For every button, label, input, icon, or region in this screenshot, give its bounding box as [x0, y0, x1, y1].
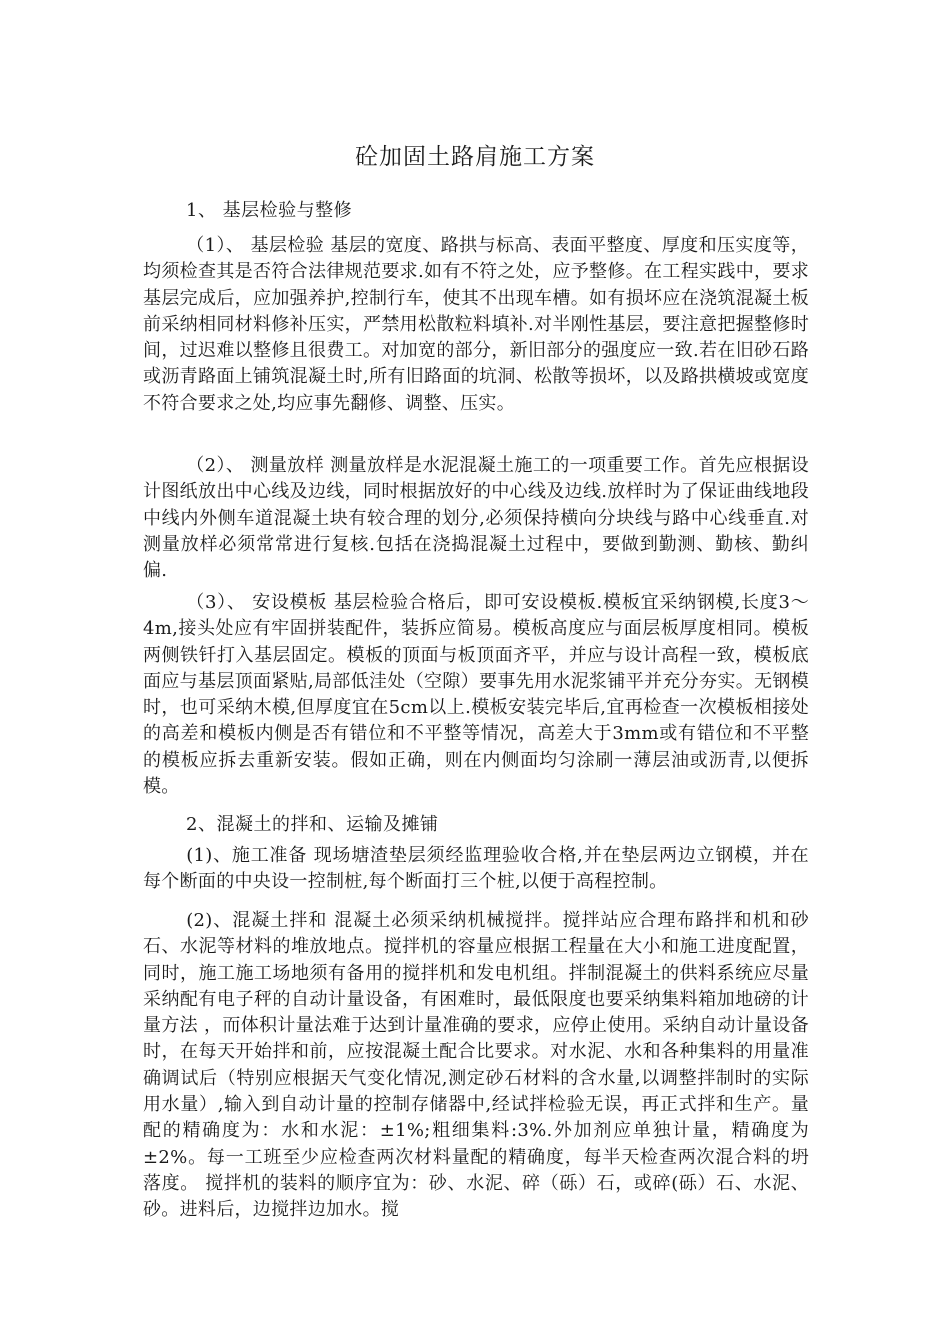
- paragraph-base-inspection: （1）、 基层检验 基层的宽度、路拱与标高、表面平整度、厚度和压实度等，均须检查其是否符合法律规范要求.如有不符之处，应予整修。在工程实践中，要求基层完成后，应加强养护,控制行车，使其不出现车槽。如有损坏应在浇筑混凝土板前采纳相同材料修补压实，严禁用松散粒料填补.对半刚性基层，要注意把握整修时间，过迟难以整修且很费工。对加宽的部分，新旧部分的强度应一致.若在旧砂石路或沥青路面上铺筑混凝土时,所有旧路面的坑洞、松散等损坏，以及路拱横坡或宽度不符合要求之处,均应事先翻修、调整、压实。: [143, 235, 809, 414]
- section-heading-1: 1、 基层检验与整修: [186, 200, 353, 221]
- paragraph-formwork: （3）、 安设模板 基层检验合格后，即可安设模板.模板宜采纳钢模,长度3～4m,接头处应有牢固拼装配件，装拆应简易。模板高度应与面层板厚度相同。模板两侧铁钎打入基层固定。模板的顶面与板顶面齐平，并应与设计高程一致，模板底面应与基层顶面紧贴,局部低洼处（空隙）要事先用水泥浆铺平并充分夯实。无钢模时，也可采纳木模,但厚度宜在5cm以上.模板安装完毕后,宜再检查一次模板相接处的高差和模板内侧是否有错位和不平整等情况，高差大于3mm或有错位和不平整的模板应拆去重新安装。假如正确，则在内侧面均匀涂刷一薄层油或沥青,以便拆模。: [143, 592, 809, 798]
- section-heading-2: 2、混凝土的拌和、运输及摊铺: [186, 814, 439, 835]
- paragraph-preparation: (1)、施工准备 现场塘渣垫层须经监理验收合格,并在垫层两边立钢模，并在每个断面的中央设一控制桩,每个断面打三个桩,以便于高程控制。: [143, 845, 809, 893]
- document-title: 砼加固土路肩施工方案: [355, 144, 595, 170]
- paragraph-concrete-mixing: (2)、混凝土拌和 混凝土必须采纳机械搅拌。搅拌站应合理布路拌和机和砂石、水泥等材料的堆放地点。搅拌机的容量应根据工程量在大小和施工进度配置，同时，施工施工场地须有备用的搅拌机和发电机组。拌制混凝土的供料系统应尽量采纳配有电子秤的自动计量设备，有困难时，最低限度也要采纳集料箱加地磅的计量方法 ，而体积计量法难于达到计量准确的要求，应停止使用。采纳自动计量设备时，在每天开始拌和前，应按混凝土配合比要求。对水泥、水和各种集料的用量准确调试后（特别应根据天气变化情况,测定砂石材料的含水量,以调整拌制时的实际用水量）,输入到自动计量的控制存储器中,经试拌检验无误，再正式拌和生产。量配的精确度为：水和水泥：±1%;粗细集料:3%.外加剂应单独计量，精确度为±2%。每一工班至少应检查两次材料量配的精确度，每半天检查两次混合料的坍落度。 搅拌机的装料的顺序宜为：砂、水泥、碎（砾）石，或碎(砾）石、水泥、砂。进料后，边搅拌边加水。搅: [143, 910, 809, 1221]
- paragraph-survey-layout: （2）、 测量放样 测量放样是水泥混凝土施工的一项重要工作。首先应根据设计图纸放出中心线及边线，同时根据放好的中心线及边线.放样时为了保证曲线地段中线内外侧车道混凝土块有较合理的划分,必须保持横向分块线与路中心线垂直.对测量放样必须常常进行复核.包括在浇捣混凝土过程中，要做到勤测、勤核、勤纠偏.: [143, 455, 809, 582]
